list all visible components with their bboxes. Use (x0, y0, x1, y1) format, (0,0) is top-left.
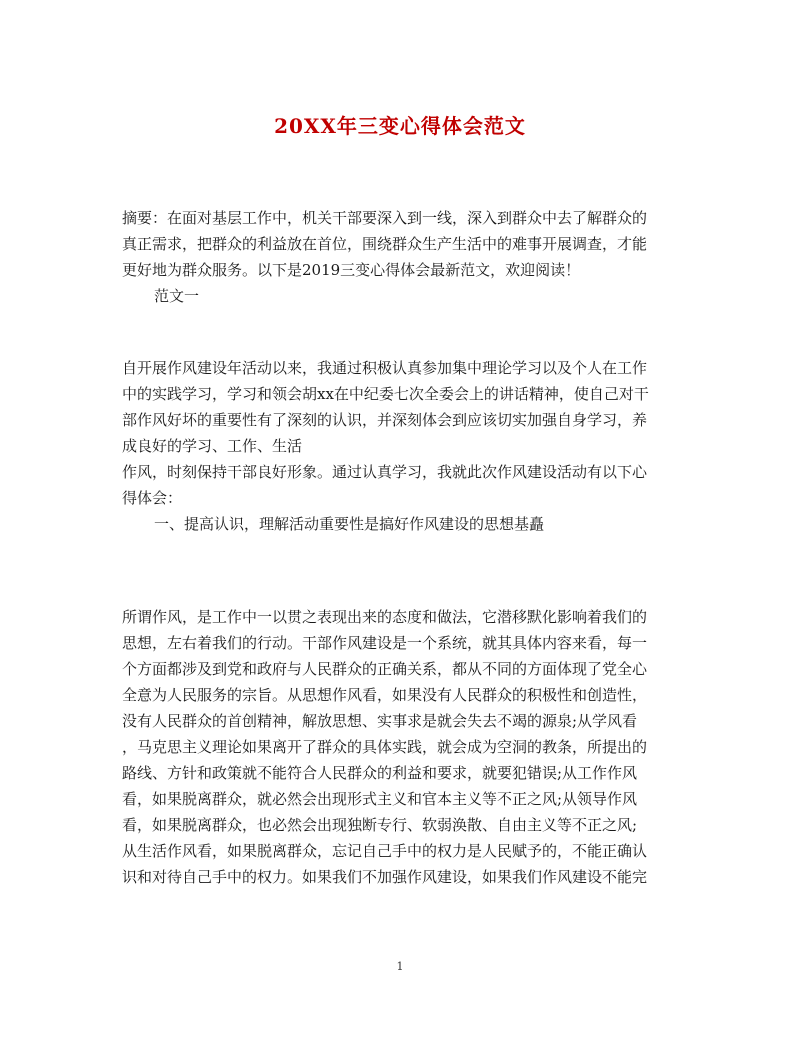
paragraph-line: 思想，左右着我们的行动。干部作风建设是一个系统，就其具体内容来看，每一 (122, 634, 648, 652)
paragraph-line: 成良好的学习、工作、生活 (122, 437, 303, 455)
paragraph-line: 识和对待自己手中的权力。如果我们不加强作风建设，如果我们作风建设不能完 (122, 868, 648, 886)
paragraph-line: 没有人民群众的首创精神，解放思想、实事求是就会失去不竭的源泉;从学风看 (122, 712, 638, 730)
paragraph-line: 路线、方针和政策就不能符合人民群众的利益和要求，就要犯错误;从工作作风 (122, 764, 638, 782)
paragraph-line: 全意为人民服务的宗旨。从思想作风看，如果没有人民群众的积极性和创造性， (122, 686, 648, 704)
paragraph-line: 所谓作风，是工作中一以贯之表现出来的态度和做法，它潜移默化影响着我们的 (122, 608, 648, 626)
abstract-line: 真正需求，把群众的利益放在首位，围绕群众生产生活中的难事开展调查，才能 (122, 235, 648, 253)
paragraph-2 (122, 604, 682, 890)
paragraph-line: 作风，时刻保持干部良好形象。通过认真学习，我就此次作风建设活动有以下心 (122, 463, 648, 481)
paragraph-line: 从生活作风看，如果脱离群众，忘记自己手中的权力是人民赋予的，不能正确认 (122, 842, 648, 860)
paragraph-line: 看，如果脱离群众，就必然会出现形式主义和官本主义等不正之风;从领导作风 (122, 790, 638, 808)
paragraph-line: ，马克思主义理论如果离开了群众的具体实践，就会成为空洞的教条，所提出的 (122, 738, 648, 756)
page-number: 1 (396, 960, 404, 973)
abstract-line: 更好地为群众服务。以下是2019三变心得体会最新范文，欢迎阅读！ (122, 261, 581, 279)
paragraph-line: 得体会： (122, 489, 183, 507)
paragraph-line: 部作风好坏的重要性有了深刻的认识，并深刻体会到应该切实加强自身学习，养 (122, 411, 648, 429)
paragraph-line: 中的实践学习，学习和领会胡xx在中纪委七次全委会上的讲话精神，使自己对干 (122, 385, 649, 403)
abstract-line: 摘要：在面对基层工作中，机关干部要深入到一线，深入到群众中去了解群众的 (122, 209, 648, 227)
paragraph-line: 个方面都涉及到党和政府与人民群众的正确关系，都从不同的方面体现了党全心 (122, 660, 648, 678)
abstract (122, 205, 682, 309)
section-heading: 一、提高认识，理解活动重要性是搞好作风建设的思想基矗 (154, 515, 545, 533)
sample-heading: 范文一 (154, 287, 200, 305)
paragraph-line: 自开展作风建设年活动以来，我通过积极认真参加集中理论学习以及个人在工作 (122, 359, 648, 377)
paragraph-1 (122, 355, 682, 537)
paragraph-line: 看，如果脱离群众，也必然会出现独断专行、软弱涣散、自由主义等不正之风; (122, 816, 638, 834)
document-title: 20XX年三变心得体会范文 (274, 114, 526, 138)
